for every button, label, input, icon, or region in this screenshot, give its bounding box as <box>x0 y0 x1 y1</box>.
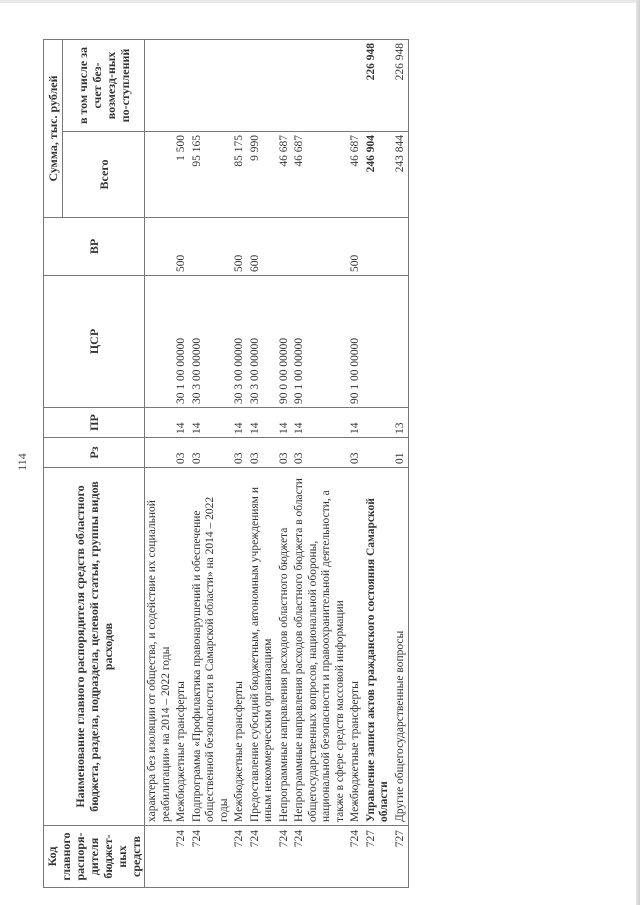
cell-vr <box>190 218 233 276</box>
cell-vr <box>364 218 393 276</box>
table-row <box>174 39 190 887</box>
cell-rz: 01 <box>393 438 409 468</box>
table-row <box>364 39 393 887</box>
table-row <box>232 39 248 887</box>
cell-name: Предоставление субсидий бюджетным, автономным учреждениям и иным некоммерческим организациям <box>248 468 277 826</box>
header-vr: ВР <box>44 218 145 276</box>
cell-code <box>145 826 175 888</box>
table-row <box>190 39 233 887</box>
cell-rz: 03 <box>248 438 277 468</box>
scan-edge-top <box>0 0 640 3</box>
cell-pr <box>364 408 393 438</box>
cell-vr <box>277 218 293 276</box>
cell-csr: 30 3 00 00000 <box>248 276 277 408</box>
header-vsego: Всего <box>63 132 145 218</box>
cell-bezv: 226 948 <box>364 39 393 131</box>
cell-rz: 03 <box>174 438 190 468</box>
header-name: Наименование главного распорядителя средств областного бюджета, раздела, подраздела, целевой статьи, группы видов расходов <box>44 468 145 826</box>
cell-name: Непрограммные направления расходов областного бюджета <box>277 468 293 826</box>
table-row <box>145 39 175 887</box>
cell-vsego: 246 904 <box>364 132 393 218</box>
cell-code: 727 <box>364 826 393 888</box>
cell-pr: 13 <box>393 408 409 438</box>
cell-bezv <box>348 39 364 131</box>
cell-bezv <box>232 39 248 131</box>
cell-vr: 500 <box>174 218 190 276</box>
cell-rz: 03 <box>292 438 348 468</box>
cell-rz: 03 <box>348 438 364 468</box>
cell-bezv <box>174 39 190 131</box>
cell-csr <box>145 276 175 408</box>
cell-code: 724 <box>292 826 348 888</box>
cell-csr: 90 0 00 00000 <box>277 276 293 408</box>
cell-pr: 14 <box>292 408 348 438</box>
cell-vr: 500 <box>232 218 248 276</box>
cell-code: 724 <box>190 826 233 888</box>
cell-csr <box>364 276 393 408</box>
cell-pr: 14 <box>248 408 277 438</box>
cell-vsego: 46 687 <box>348 132 364 218</box>
cell-pr <box>145 408 175 438</box>
cell-bezv <box>277 39 293 131</box>
cell-name: Подпрограмма «Профилактика правонарушений и обеспечение общественной безопасности в Самарской области» на 2014 – 2022 годы <box>190 468 233 826</box>
rotated-page-content <box>15 22 595 902</box>
cell-name: Другие общегосударственные вопросы <box>393 468 409 826</box>
header-code: Код главного распоря-дителя бюджет-ных средств <box>44 826 145 888</box>
cell-vsego: 1 500 <box>174 132 190 218</box>
cell-code: 724 <box>277 826 293 888</box>
cell-rz: 03 <box>190 438 233 468</box>
cell-name: Межбюджетные трансферты <box>232 468 248 826</box>
cell-code: 724 <box>348 826 364 888</box>
cell-vsego <box>145 132 175 218</box>
table-row <box>277 39 293 887</box>
cell-name: Непрограммные направления расходов областного бюджета в области общегосударственных вопросов, национальной обороны, национальной безопасности и правоохранительной деятельности, а также в сфере средств массовой информации <box>292 468 348 826</box>
page-number: 114 <box>15 453 29 471</box>
cell-rz: 03 <box>277 438 293 468</box>
cell-vsego: 95 165 <box>190 132 233 218</box>
cell-vsego: 9 990 <box>248 132 277 218</box>
scan-edge-right <box>636 0 640 905</box>
cell-vr <box>292 218 348 276</box>
cell-csr: 90 1 00 00000 <box>292 276 348 408</box>
cell-bezv <box>248 39 277 131</box>
cell-bezv <box>292 39 348 131</box>
table-header <box>44 39 145 887</box>
cell-name: Межбюджетные трансферты <box>348 468 364 826</box>
budget-table <box>43 39 409 888</box>
cell-vr <box>145 218 175 276</box>
cell-vr: 600 <box>248 218 277 276</box>
cell-csr <box>393 276 409 408</box>
header-bezv: в том числе за счет без-возмезд-ных по-ступлений <box>63 39 145 131</box>
cell-name: характера без изоляции от общества, и содействие их социальной реабилитации» на 2014 – 2022 годы <box>145 468 175 826</box>
cell-vsego: 85 175 <box>232 132 248 218</box>
cell-code: 724 <box>174 826 190 888</box>
cell-bezv <box>190 39 233 131</box>
table-row <box>348 39 364 887</box>
cell-bezv: 226 948 <box>393 39 409 131</box>
cell-code: 727 <box>393 826 409 888</box>
cell-vr: 500 <box>348 218 364 276</box>
cell-pr: 14 <box>277 408 293 438</box>
table-body <box>145 39 409 887</box>
cell-name: Управление записи актов гражданского состояния Самарской области <box>364 468 393 826</box>
cell-vr <box>393 218 409 276</box>
cell-csr: 30 3 00 00000 <box>190 276 233 408</box>
header-sum-title: Сумма, тыс. рублей <box>44 39 63 217</box>
cell-csr: 30 3 00 00000 <box>232 276 248 408</box>
table-row <box>248 39 277 887</box>
cell-code: 724 <box>248 826 277 888</box>
cell-pr: 14 <box>174 408 190 438</box>
table-row <box>393 39 409 887</box>
cell-rz <box>364 438 393 468</box>
header-pr: ПР <box>44 408 145 438</box>
cell-vsego: 243 844 <box>393 132 409 218</box>
cell-name: Межбюджетные трансферты <box>174 468 190 826</box>
cell-vsego: 46 687 <box>292 132 348 218</box>
table-row <box>292 39 348 887</box>
cell-code: 724 <box>232 826 248 888</box>
cell-pr: 14 <box>232 408 248 438</box>
cell-bezv <box>145 39 175 131</box>
header-csr: ЦСР <box>44 276 145 408</box>
cell-rz <box>145 438 175 468</box>
cell-csr: 90 1 00 00000 <box>348 276 364 408</box>
cell-rz: 03 <box>232 438 248 468</box>
cell-pr: 14 <box>348 408 364 438</box>
cell-vsego: 46 687 <box>277 132 293 218</box>
cell-csr: 30 1 00 00000 <box>174 276 190 408</box>
header-rz: Рз <box>44 438 145 468</box>
cell-pr: 14 <box>190 408 233 438</box>
